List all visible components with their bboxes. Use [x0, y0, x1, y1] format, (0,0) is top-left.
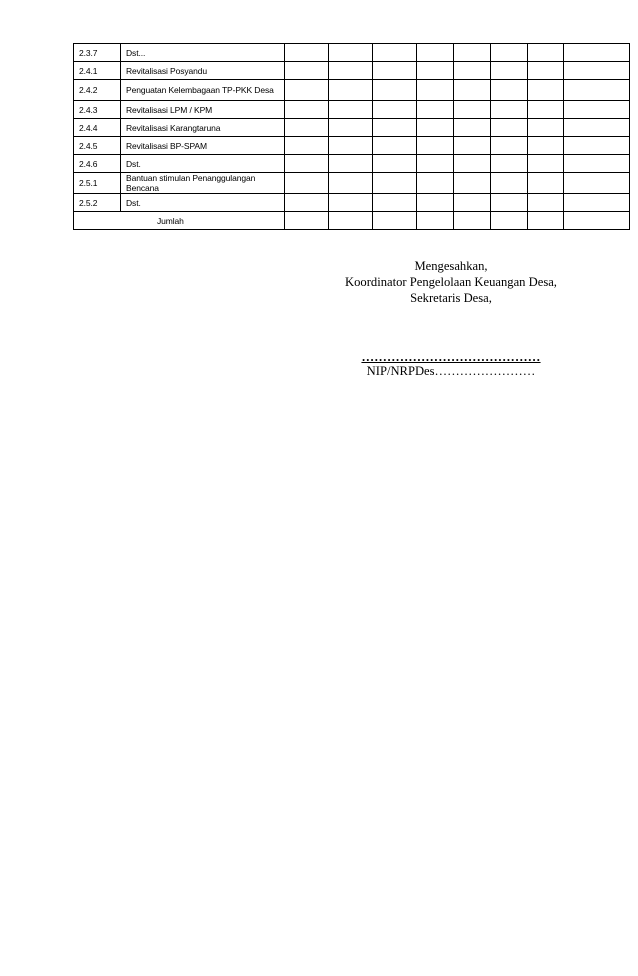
row-name: Revitalisasi BP-SPAM: [121, 137, 285, 155]
table-row: [74, 80, 630, 101]
empty-cell: [454, 101, 491, 119]
table-row: [74, 155, 630, 173]
empty-cell: [454, 44, 491, 62]
empty-cell: [417, 212, 454, 230]
empty-cell: [528, 80, 564, 101]
empty-cell: [373, 44, 417, 62]
empty-cell: [285, 101, 329, 119]
empty-cell: [454, 62, 491, 80]
empty-cell: [528, 155, 564, 173]
total-label: Jumlah: [157, 215, 184, 226]
empty-cell: [329, 173, 373, 194]
empty-cell: [373, 155, 417, 173]
table-row: [74, 119, 630, 137]
table-row: [74, 137, 630, 155]
signature-block: [335, 258, 567, 378]
empty-cell: [329, 194, 373, 212]
empty-cell: [417, 119, 454, 137]
empty-cell: [454, 173, 491, 194]
empty-cell: [285, 62, 329, 80]
empty-cell: [454, 137, 491, 155]
empty-cell: [491, 194, 528, 212]
table-row: [74, 173, 630, 194]
row-name: Dst.: [121, 194, 285, 212]
empty-cell: [285, 212, 329, 230]
empty-cell: [528, 137, 564, 155]
signer-title: Sekretaris Desa,: [410, 291, 492, 305]
empty-cell: [528, 101, 564, 119]
empty-cell: [417, 173, 454, 194]
empty-cell: [329, 62, 373, 80]
approval-label: Mengesahkan,: [414, 259, 488, 273]
row-code: 2.4.1: [74, 62, 121, 80]
empty-cell: [373, 80, 417, 101]
empty-cell: [564, 44, 630, 62]
empty-cell: [491, 62, 528, 80]
row-code: 2.3.7: [74, 44, 121, 62]
empty-cell: [564, 173, 630, 194]
empty-cell: [329, 101, 373, 119]
row-code: 2.5.2: [74, 194, 121, 212]
empty-cell: [329, 155, 373, 173]
empty-cell: [528, 119, 564, 137]
empty-cell: [285, 155, 329, 173]
empty-cell: [454, 212, 491, 230]
empty-cell: [373, 194, 417, 212]
signer-name-placeholder: ……………………………………: [361, 350, 541, 364]
empty-cell: [491, 44, 528, 62]
row-code: 2.4.3: [74, 101, 121, 119]
empty-cell: [417, 137, 454, 155]
empty-cell: [417, 155, 454, 173]
empty-cell: [285, 44, 329, 62]
table-row: [74, 101, 630, 119]
empty-cell: [528, 212, 564, 230]
empty-cell: [285, 119, 329, 137]
row-name: Revitalisasi Posyandu: [121, 62, 285, 80]
empty-cell: [491, 212, 528, 230]
row-code: 2.4.4: [74, 119, 121, 137]
empty-cell: [491, 80, 528, 101]
row-name: Revitalisasi LPM / KPM: [121, 101, 285, 119]
empty-cell: [454, 119, 491, 137]
empty-cell: [564, 137, 630, 155]
empty-cell: [528, 173, 564, 194]
row-code: 2.4.5: [74, 137, 121, 155]
empty-cell: [329, 119, 373, 137]
empty-cell: [491, 119, 528, 137]
empty-cell: [373, 119, 417, 137]
empty-cell: [329, 212, 373, 230]
row-name: Bantuan stimulan Penanggulangan Bencana: [121, 173, 285, 194]
row-code: 2.4.6: [74, 155, 121, 173]
empty-cell: [285, 137, 329, 155]
empty-cell: [528, 62, 564, 80]
budget-table: [73, 43, 630, 230]
empty-cell: [373, 101, 417, 119]
table-row: [74, 44, 630, 62]
empty-cell: [454, 80, 491, 101]
empty-cell: [454, 155, 491, 173]
empty-cell: [285, 80, 329, 101]
empty-cell: [564, 155, 630, 173]
empty-cell: [417, 194, 454, 212]
table-row: [74, 194, 630, 212]
empty-cell: [491, 101, 528, 119]
empty-cell: [417, 62, 454, 80]
empty-cell: [491, 155, 528, 173]
table-row: [74, 62, 630, 80]
row-code: 2.4.2: [74, 80, 121, 101]
total-row: [74, 212, 630, 230]
row-name: Dst...: [121, 44, 285, 62]
row-name: Revitalisasi Karangtaruna: [121, 119, 285, 137]
empty-cell: [417, 44, 454, 62]
signer-role: Koordinator Pengelolaan Keuangan Desa,: [345, 275, 557, 289]
empty-cell: [528, 44, 564, 62]
empty-cell: [491, 173, 528, 194]
empty-cell: [564, 80, 630, 101]
empty-cell: [564, 119, 630, 137]
empty-cell: [373, 173, 417, 194]
empty-cell: [564, 62, 630, 80]
empty-cell: [329, 44, 373, 62]
row-code: 2.5.1: [74, 173, 121, 194]
empty-cell: [417, 101, 454, 119]
empty-cell: [373, 212, 417, 230]
empty-cell: [373, 137, 417, 155]
empty-cell: [329, 80, 373, 101]
empty-cell: [285, 194, 329, 212]
empty-cell: [491, 137, 528, 155]
empty-cell: [564, 212, 630, 230]
row-name: Dst.: [121, 155, 285, 173]
empty-cell: [528, 194, 564, 212]
empty-cell: [564, 101, 630, 119]
total-label-cell: [74, 212, 285, 230]
empty-cell: [454, 194, 491, 212]
empty-cell: [329, 137, 373, 155]
empty-cell: [417, 80, 454, 101]
signer-nip: NIP/NRPDes……………………: [366, 364, 536, 378]
empty-cell: [373, 62, 417, 80]
row-name: Penguatan Kelembagaan TP-PKK Desa: [121, 80, 285, 101]
empty-cell: [564, 194, 630, 212]
empty-cell: [285, 173, 329, 194]
